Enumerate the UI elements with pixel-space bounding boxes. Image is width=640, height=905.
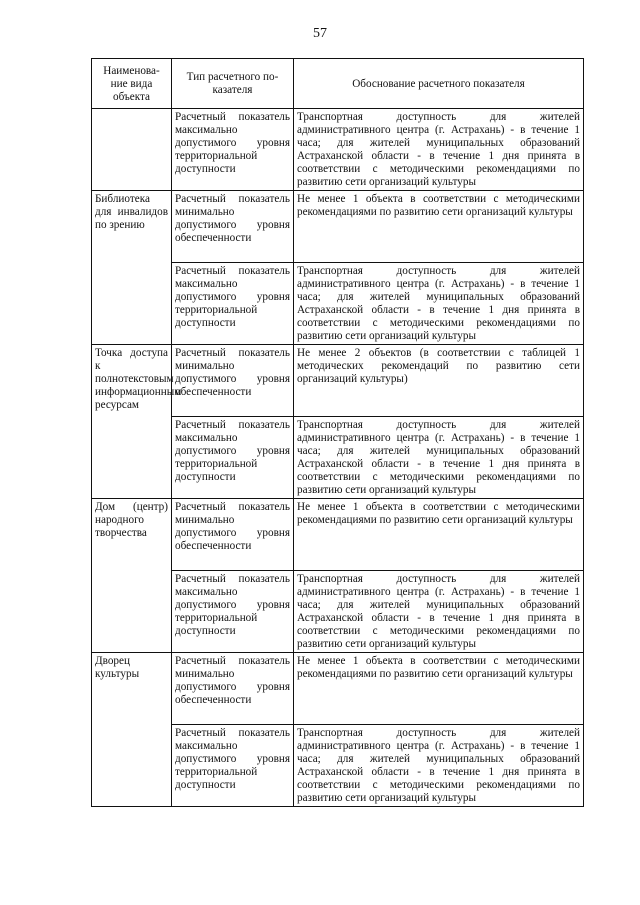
- type-cell: Расчетный показатель максимально допустимого уровня территориальной доступности: [172, 263, 294, 345]
- type-cell: Расчетный показатель максимально допустимого уровня территориальной доступности: [172, 571, 294, 653]
- table-row: [92, 653, 584, 725]
- table-row: [92, 499, 584, 571]
- table-row: [92, 345, 584, 417]
- type-cell: Расчетный показатель максимально допустимого уровня территориальной доступности: [172, 109, 294, 191]
- type-cell: Расчетный показатель минимально допустимого уровня обеспеченности: [172, 191, 294, 263]
- header-indicator-type: Тип расчетного по-казателя: [172, 59, 294, 109]
- basis-cell: Транспортная доступность для жителей административного центра (г. Астрахань) - в течение 1 часа; для жителей муниципальных образований Астраханской области - в течение 1 дня принята в соответствии с методическими рекомендациями по развитию сети организаций культуры: [294, 417, 584, 499]
- object-cell-library: Библиотека для инвалидов по зрению: [92, 191, 172, 345]
- type-cell: Расчетный показатель минимально допустимого уровня обеспеченности: [172, 499, 294, 571]
- basis-cell: Транспортная доступность для жителей административного центра (г. Астрахань) - в течение 1 часа; для жителей муниципальных образований Астраханской области - в течение 1 дня принята в соответствии с методическими рекомендациями по развитию сети организаций культуры: [294, 263, 584, 345]
- basis-cell: Не менее 1 объекта в соответствии с методическими рекомендациями по развитию сети организаций культуры: [294, 653, 584, 725]
- basis-cell: Не менее 1 объекта в соответствии с методическими рекомендациями по развитию сети организаций культуры: [294, 191, 584, 263]
- basis-cell: Не менее 1 объекта в соответствии с методическими рекомендациями по развитию сети организаций культуры: [294, 499, 584, 571]
- basis-cell: Транспортная доступность для жителей административного центра (г. Астрахань) - в течение 1 часа; для жителей муниципальных образований Астраханской области - в течение 1 дня принята в соответствии с методическими рекомендациями по развитию сети организаций культуры: [294, 725, 584, 807]
- type-cell: Расчетный показатель максимально допустимого уровня территориальной доступности: [172, 417, 294, 499]
- object-cell: [92, 109, 172, 191]
- table-row: [92, 191, 584, 263]
- object-cell-access-point: Точка доступа к полнотекстовым информационным ресурсам: [92, 345, 172, 499]
- type-cell: Расчетный показатель минимально допустимого уровня обеспеченности: [172, 345, 294, 417]
- page-number: 57: [313, 26, 327, 41]
- type-cell: Расчетный показатель максимально допустимого уровня территориальной доступности: [172, 725, 294, 807]
- basis-cell: Не менее 2 объектов (в соответствии с таблицей 1 методических рекомендаций по развитию сети организаций культуры): [294, 345, 584, 417]
- header-indicator-basis: Обоснование расчетного показателя: [294, 59, 584, 109]
- basis-cell: Транспортная доступность для жителей административного центра (г. Астрахань) - в течение 1 часа; для жителей муниципальных образований Астраханской области - в течение 1 дня принята в соответствии с методическими рекомендациями по развитию сети организаций культуры: [294, 109, 584, 191]
- table-row: [92, 109, 584, 191]
- object-cell-folk-house: Дом (центр) народного творчества: [92, 499, 172, 653]
- type-cell: Расчетный показатель минимально допустимого уровня обеспеченности: [172, 653, 294, 725]
- basis-cell: Транспортная доступность для жителей административного центра (г. Астрахань) - в течение 1 часа; для жителей муниципальных образований Астраханской области - в течение 1 дня принята в соответствии с методическими рекомендациями по развитию сети организаций культуры: [294, 571, 584, 653]
- object-cell-palace: Дворец культуры: [92, 653, 172, 807]
- table-header-row: [92, 59, 584, 109]
- indicators-table: [91, 58, 584, 807]
- header-object-name: Наименова-ние вида объекта: [92, 59, 172, 109]
